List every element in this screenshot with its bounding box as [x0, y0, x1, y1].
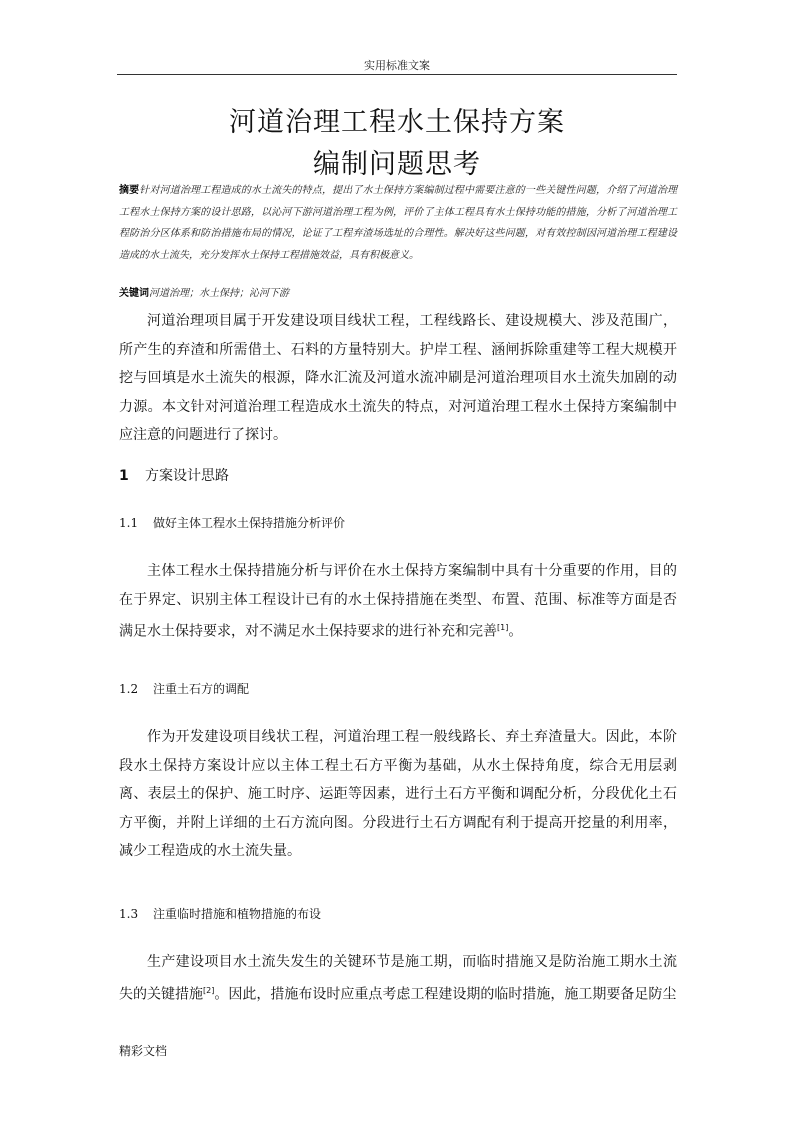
subsection-number: 1.1 [119, 516, 139, 530]
subsection-1-3-paragraph [119, 948, 677, 1009]
paragraph-text: 生产建设项目水土流失发生的关键环节是施工期，而临时措施又是防治施工期水土流失的关键措施 [119, 954, 677, 1003]
intro-paragraph: 河道治理项目属于开发建设项目线状工程，工程线路长、建设规模大、涉及范围广，所产生的弃渣和所需借土、石料的方量特别大。护岸工程、涵闸拆除重建等工程大规模开挖与回填是水土流失的根源，降水汇流及河道水流冲刷是河道治理项目水土流失加剧的动力源。本文针对河道治理工程造成水土流失的特点，对河道治理工程水土保持方案编制中应注意的问题进行了探讨。 [119, 313, 677, 443]
subsection-1-1-paragraph [119, 557, 677, 646]
subsection-title: 注重土石方的调配 [153, 682, 250, 696]
citation-ref: [1] [497, 623, 509, 632]
subsection-1-2-paragraph: 作为开发建设项目线状工程，河道治理工程一般线路长、弃土弃渣量大。因此，本阶段水土保持方案设计应以主体工程土石方平衡为基础，从水土保持角度，综合无用层剥离、表层土的保护、施工时序、运距等因素，进行土石方平衡和调配分析，分段优化土石方平衡，并附上详细的土石方流向图。分段进行土石方调配有利于提高开挖量的利用率，减少工程造成的水土流失量。 [119, 729, 677, 859]
keywords [119, 285, 677, 303]
subsection-heading-1-2 [119, 680, 249, 697]
paragraph-end: 。 [508, 623, 523, 640]
header-divider [117, 74, 677, 75]
document-title-line-2: 编制问题思考 [313, 149, 481, 180]
section-heading-1 [119, 465, 229, 485]
citation-ref: [2] [203, 985, 215, 995]
subsection-number: 1.3 [119, 907, 139, 921]
page-header: 实用标准文案 [364, 59, 430, 72]
section-number: 1 [119, 468, 129, 484]
subsection-number: 1.2 [119, 682, 139, 696]
page-footer: 精彩文档 [119, 1044, 168, 1058]
keywords-text: 河道治理；水土保持；沁河下游 [149, 288, 289, 299]
paragraph-text: 主体工程水土保持措施分析与评价在水土保持方案编制中具有十分重要的作用，目的在于界定、识别主体工程设计已有的水土保持措施在类型、布置、范围、标准等方面是否满足水土保持要求，对不满足水土保持要求的进行补充和完善 [119, 563, 677, 640]
keywords-label: 关键词 [119, 288, 149, 299]
subsection-title: 注重临时措施和植物措施的布设 [153, 907, 322, 921]
subsection-heading-1-1 [119, 514, 345, 531]
subsection-title: 做好主体工程水土保持措施分析评价 [153, 516, 346, 530]
paragraph-text-continued: 。因此，措施布设时应重点考虑工程建设期的临时措施，施工期要备足防尘 [214, 986, 677, 1003]
abstract-label: 摘要 [119, 185, 140, 196]
document-title-line-1: 河道治理工程水土保持方案 [229, 107, 565, 138]
abstract [119, 180, 677, 266]
abstract-text: 针对河道治理工程造成的水土流失的特点，提出了水土保持方案编制过程中需要注意的一些关键性问题，介绍了河道治理工程水土保持方案的设计思路，以沁河下游河道治理工程为例，评价了主体工程具有水土保持功能的措施，分析了河道治理工程防治分区体系和防治措施布局的情况，论证了工程弃渣场选址的合理性。解决好这些问题，对有效控制因河道治理工程建设造成的水土流失，充分发挥水土保持工程措施效益，具有积极意义。 [119, 185, 677, 261]
subsection-heading-1-3 [119, 905, 321, 922]
section-title: 方案设计思路 [145, 468, 229, 484]
